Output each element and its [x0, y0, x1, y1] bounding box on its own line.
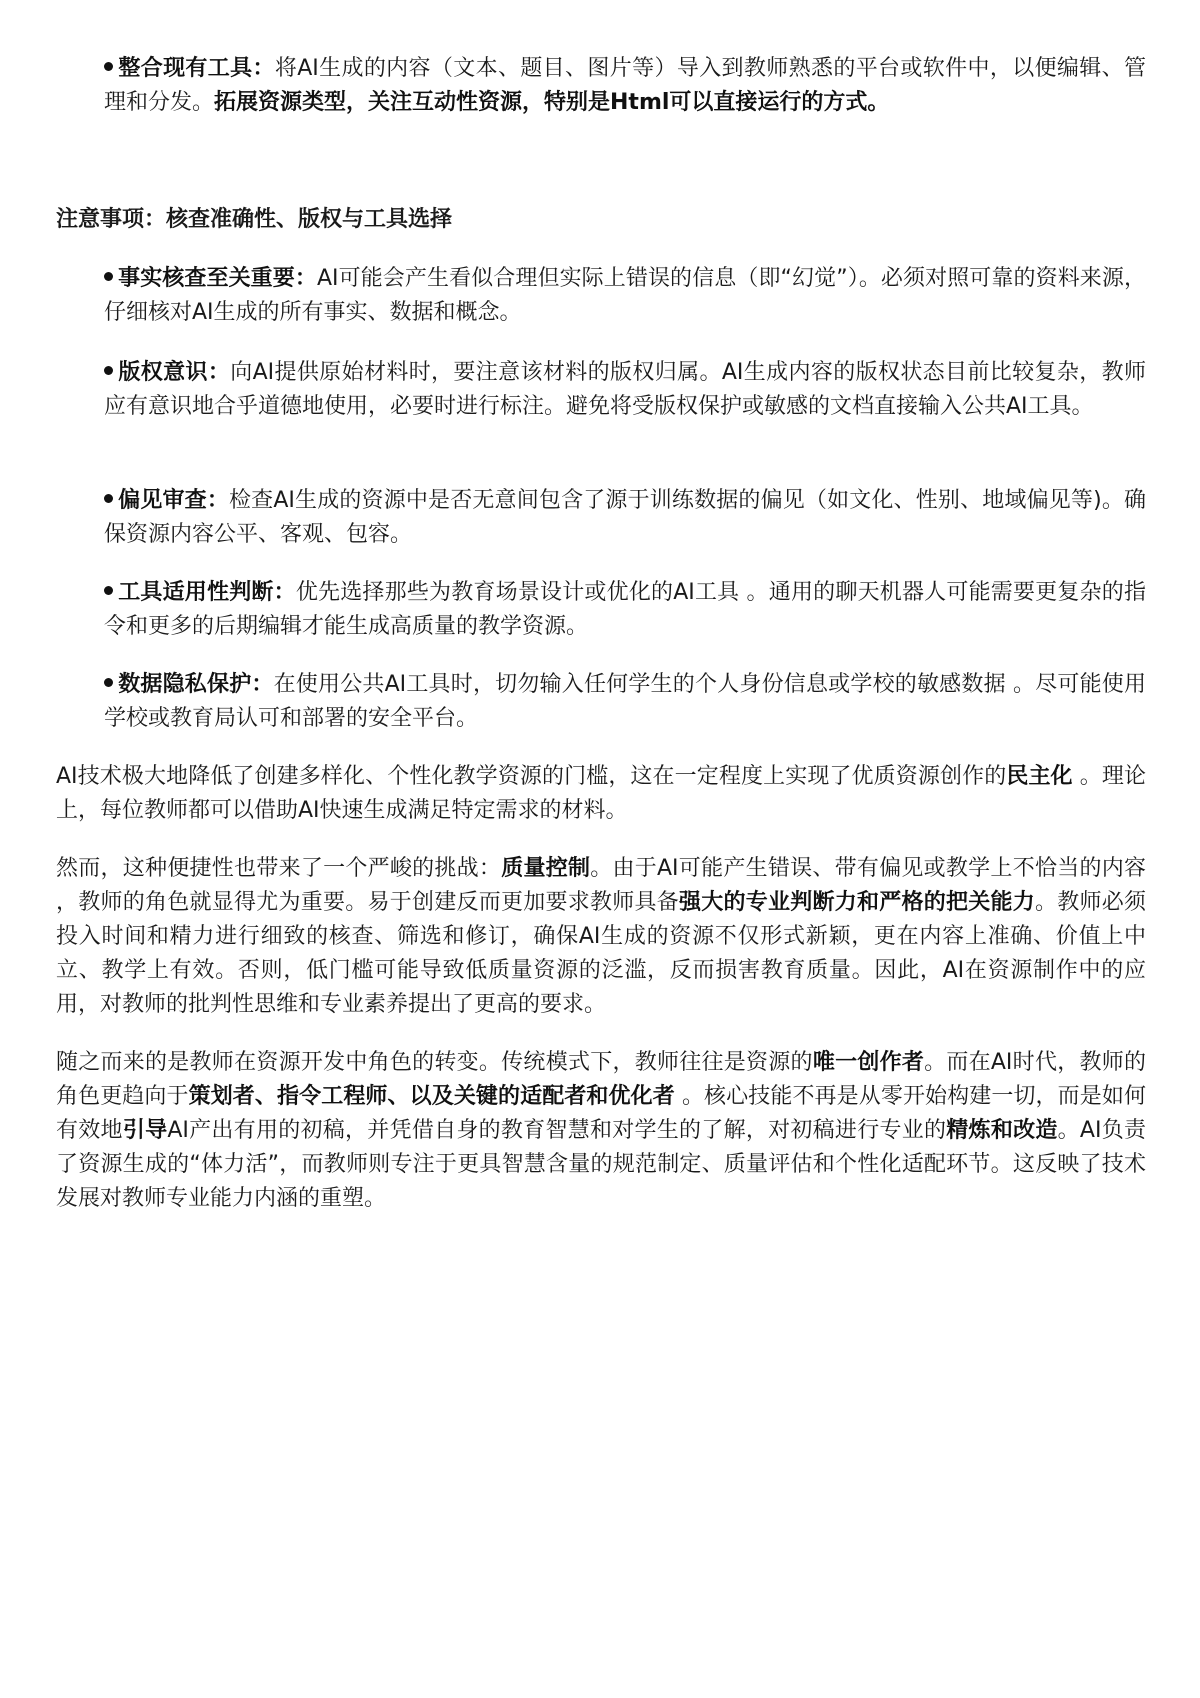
- paragraph-bold: 强大的专业判断力和严格的把关能力: [678, 890, 1035, 915]
- bullet-fact-check: [104, 262, 1146, 330]
- bullet-dot: [104, 366, 113, 375]
- bullet-text: AI可能会产生看似合理但实际上错误的信息（即“幻觉”）。必须对照可靠的资料来源，仔细核对AI生成的所有事实、数据和概念。: [104, 266, 1146, 325]
- bullet-text: 在使用公共AI工具时，切勿输入任何学生的个人身份信息或学校的敏感数据 。尽可能使用学校或教育局认可和部署的安全平台。: [104, 672, 1146, 731]
- bullet-bold-text: 拓展资源类型，关注互动性资源，特别是Html可以直接运行的方式。: [214, 90, 890, 115]
- paragraph-text: 随之而来的是教师在资源开发中角色的转变。传统模式下，教师往往是资源的: [56, 1050, 813, 1075]
- paragraph-bold: 唯一创作者: [812, 1050, 925, 1075]
- bullet-title: 事实核查至关重要：: [118, 266, 317, 291]
- section-heading: 注意事项：核查准确性、版权与工具选择: [56, 207, 453, 232]
- paragraph-text: 。而在AI时代，教师的角色更趋向于: [56, 1050, 1146, 1109]
- bullet-title: 偏见审查：: [118, 488, 230, 513]
- bullet-tool-suitability: [104, 576, 1146, 644]
- paragraph-bold: 精炼和改造: [946, 1118, 1058, 1143]
- paragraph-text: 。理论上，每位教师都可以借助AI快速生成满足特定需求的材料。: [56, 764, 1146, 823]
- bullet-text: 向AI提供原始材料时，要注意该材料的版权归属。AI生成内容的版权状态目前比较复杂，教师应有意识地合乎道德地使用，必要时进行标注。避免将受版权保护或敏感的文档直接输入公共AI工具。: [104, 360, 1146, 419]
- bullet-integrate-tools: [104, 52, 1146, 120]
- paragraph-democratization: [56, 760, 1146, 828]
- paragraph-quality-control: [56, 852, 1146, 1022]
- paragraph-bold: 质量控制: [501, 856, 591, 881]
- bullet-dot: [104, 272, 113, 281]
- paragraph-role-shift: [56, 1046, 1146, 1216]
- bullet-text: 将AI生成的内容（文本、题目、图片等）导入到教师熟悉的平台或软件中，以便编辑、管理和分发。: [104, 56, 1146, 115]
- bullet-dot: [104, 494, 113, 503]
- paragraph-text: 。由于AI可能产生错误、带有偏见或教学上不恰当的内容 ，教师的角色就显得尤为重要。易于创建反而更加要求教师具备: [56, 856, 1146, 915]
- bullet-title: 整合现有工具：: [118, 56, 275, 81]
- bullet-copyright: [104, 356, 1146, 424]
- paragraph-text: 。教师必须投入时间和精力进行细致的核查、筛选和修订，确保AI生成的资源不仅形式新颖，更在内容上准确、价值上中立、教学上有效。否则，低门槛可能导致低质量资源的泛滥，反而损害教育质量。因此，AI在资源制作中的应用，对教师的批判性思维和专业素养提出了更高的要求。: [56, 890, 1146, 1017]
- bullet-text: 检查AI生成的资源中是否无意间包含了源于训练数据的偏见（如文化、性别、地域偏见等)。确保资源内容公平、客观、包容。: [104, 488, 1146, 547]
- paragraph-text: AI技术极大地降低了创建多样化、个性化教学资源的门槛，这在一定程度上实现了优质资源创作的: [56, 764, 1007, 789]
- bullet-data-privacy: [104, 668, 1146, 736]
- bullet-title: 版权意识：: [118, 360, 231, 385]
- paragraph-bold: 引导: [122, 1118, 168, 1143]
- paragraph-bold: 民主化: [1006, 764, 1073, 789]
- bullet-dot: [104, 586, 113, 595]
- bullet-title: 数据隐私保护：: [118, 672, 274, 697]
- bullet-bias-review: [104, 484, 1146, 552]
- bullet-dot: [104, 678, 113, 687]
- paragraph-bold: 策划者、指令工程师、以及关键的适配者和优化者: [188, 1084, 675, 1109]
- bullet-dot: [104, 62, 113, 71]
- paragraph-text: 然而，这种便捷性也带来了一个严峻的挑战：: [56, 856, 502, 881]
- paragraph-text: 。AI负责了资源生成的“体力活”，而教师则专注于更具智慧含量的规范制定、质量评估和个性化适配环节。这反映了技术发展对教师专业能力内涵的重塑。: [56, 1118, 1146, 1211]
- paragraph-text: AI产出有用的初稿，并凭借自身的教育智慧和对学生的了解，对初稿进行专业的: [167, 1118, 947, 1143]
- bullet-title: 工具适用性判断：: [118, 580, 296, 605]
- paragraph-text: 。核心技能不再是从零开始构建一切，而是如何有效地: [56, 1084, 1146, 1143]
- bullet-text: 优先选择那些为教育场景设计或优化的AI工具 。通用的聊天机器人可能需要更复杂的指令和更多的后期编辑才能生成高质量的教学资源。: [104, 580, 1146, 639]
